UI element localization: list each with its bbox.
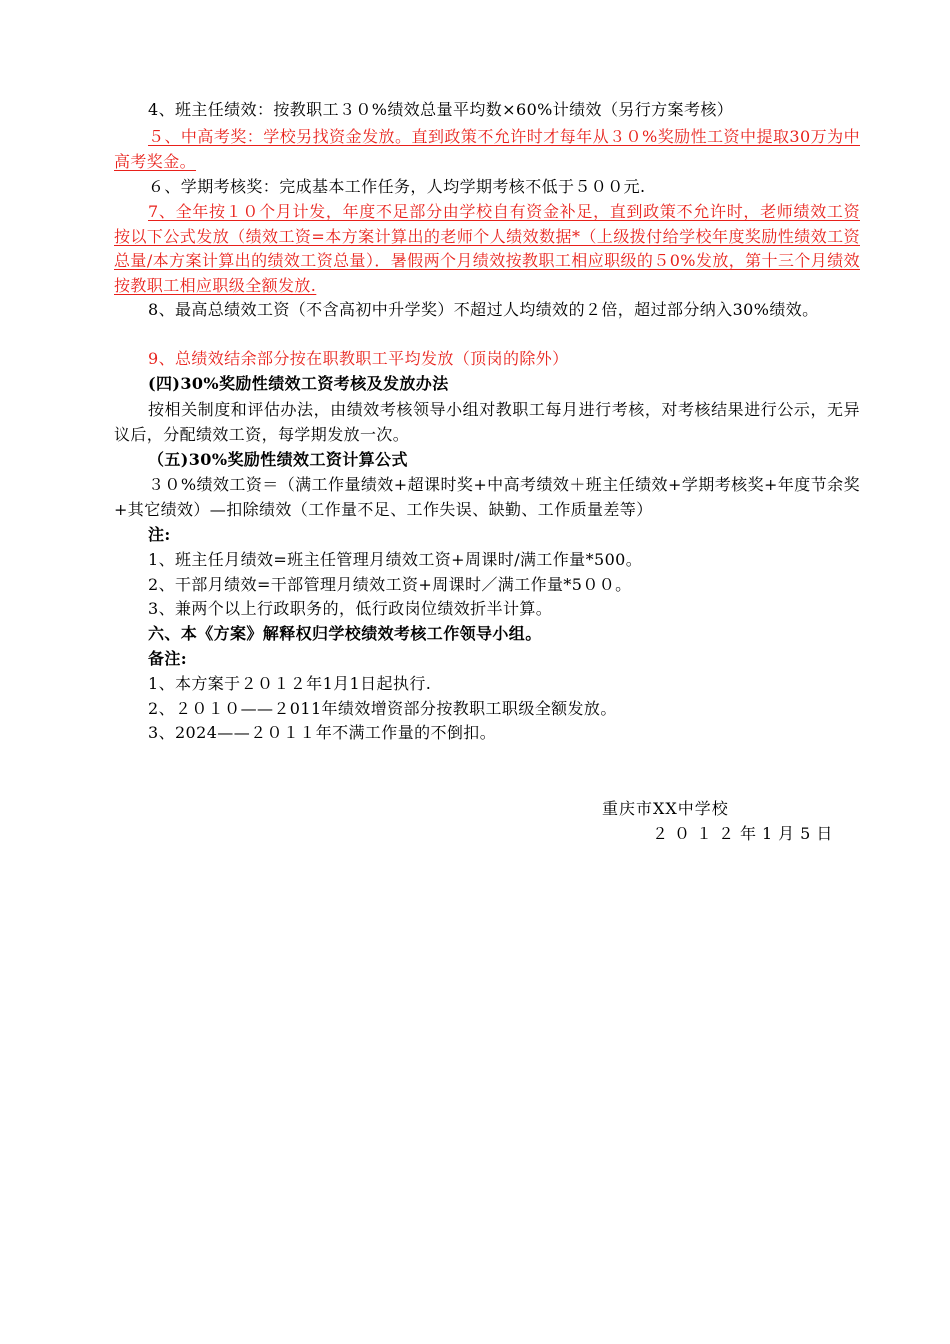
remark-2: 2、２０１０——２011年绩效增资部分按教职工职级全额发放。 [148,699,617,718]
note-1: 1、班主任月绩效=班主任管理月绩效工资+周课时/满工作量*500。 [148,550,643,569]
signature-org: 重庆市XX中学校 [602,799,729,818]
section-4-heading: (四)30%奖励性绩效工资考核及发放办法 [148,374,449,393]
notes-label: 注: [148,525,171,544]
note-3: 3、兼两个以上行政职务的，低行政岗位绩效折半计算。 [148,599,553,618]
section-5-heading: （五)30%奖励性绩效工资计算公式 [148,450,408,469]
item-4: 4、班主任绩效：按教职工３０%绩效总量平均数×60%计绩效（另行方案考核） [148,100,734,119]
section-6-heading: 六、本《方案》解释权归学校绩效考核工作领导小组。 [148,624,542,643]
section-5-formula: ３０%绩效工资＝（满工作量绩效+超课时奖+中高考绩效＋班主任绩效+学期考核奖+年度节余奖+其它绩效）—扣除绩效（工作量不足、工作失误、缺勤、工作质量差等） [114,475,860,519]
item-7-revised: 7、全年按１０个月计发，年度不足部分由学校自有资金补足，直到政策不允许时，老师绩效工资按以下公式发放（绩效工资=本方案计算出的老师个人绩效数据*（上级拨付给学校年度奖励性绩效工资总量/本方案计算出的绩效工资总量）．暑假两个月绩效按教职工相应职级的５0%发放，第十三个月绩效按教职工相应职级全额发放. [114,202,860,295]
item-6: ６、学期考核奖：完成基本工作任务，人均学期考核不低于５００元. [148,177,646,196]
signature-date: ２０１２年1月5日 [652,824,839,843]
item-5-revised: ５、中高考奖：学校另找资金发放。直到政策不允许时才每年从３０%奖励性工资中提取30万为中高考奖金。 [114,127,860,171]
note-2: 2、干部月绩效=干部管理月绩效工资+周课时／满工作量*5００。 [148,575,632,594]
remark-3: 3、2024——２０１１年不满工作量的不倒扣。 [148,723,497,742]
remark-1: 1、本方案于２０１２年1月1日起执行. [148,674,432,693]
section-4-body: 按相关制度和评估办法，由绩效考核领导小组对教职工每月进行考核，对考核结果进行公示，无异议后，分配绩效工资，每学期发放一次。 [114,400,860,444]
item-8: 8、最高总绩效工资（不含高初中升学奖）不超过人均绩效的２倍，超过部分纳入30%绩效。 [148,300,819,319]
remarks-label: 备注: [148,649,188,668]
item-9-revised: 9、总绩效结余部分按在职教职工平均发放（顶岗的除外） [148,349,569,368]
